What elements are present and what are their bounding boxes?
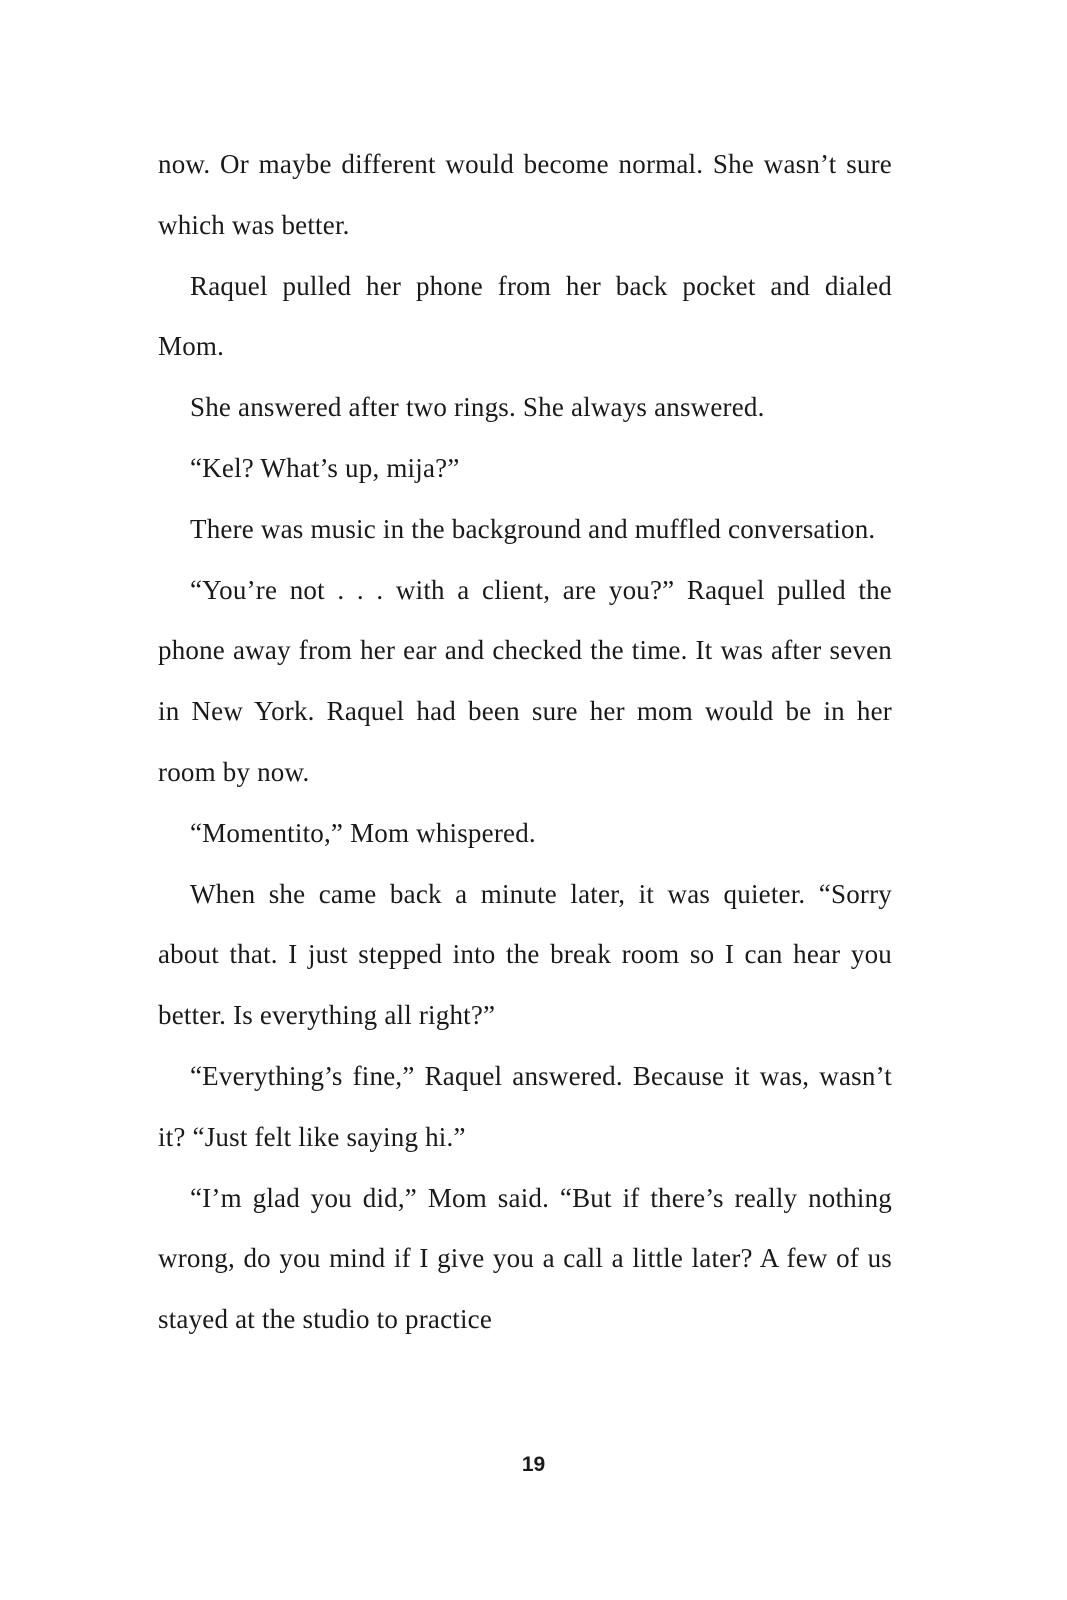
- paragraph: Raquel pulled her phone from her back pocket and dialed Mom.: [158, 270, 892, 362]
- paragraph: “Everything’s fine,” Raquel answered. Because it was, wasn’t it? “Just felt like saying hi.”: [158, 1060, 892, 1152]
- paragraph-continuation: now. Or maybe different would become normal. She wasn’t sure which was better.: [158, 149, 892, 240]
- paragraph: “You’re not . . . with a client, are you?” Raquel pulled the phone away from her ear and checked the time. It was after seven in New York. Raquel had been sure her mom would be in her room by now.: [158, 574, 892, 787]
- page-number: 19: [521, 1453, 546, 1476]
- paragraph: She answered after two rings. She always answered.: [190, 392, 765, 423]
- paragraph: “Momentito,” Mom whispered.: [190, 817, 536, 848]
- paragraph: There was music in the background and muffled conversation.: [190, 513, 876, 544]
- paragraph: “I’m glad you did,” Mom said. “But if there’s really nothing wrong, do you mind if I give you a call a little later? A few of us stayed at the studio to practice: [158, 1182, 892, 1335]
- paragraph: “Kel? What’s up, mija?”: [190, 452, 460, 483]
- paragraph: When she came back a minute later, it was quieter. “Sorry about that. I just stepped into the break room so I can hear you better. Is everything all right?”: [158, 878, 892, 1031]
- body-text: [158, 134, 892, 1350]
